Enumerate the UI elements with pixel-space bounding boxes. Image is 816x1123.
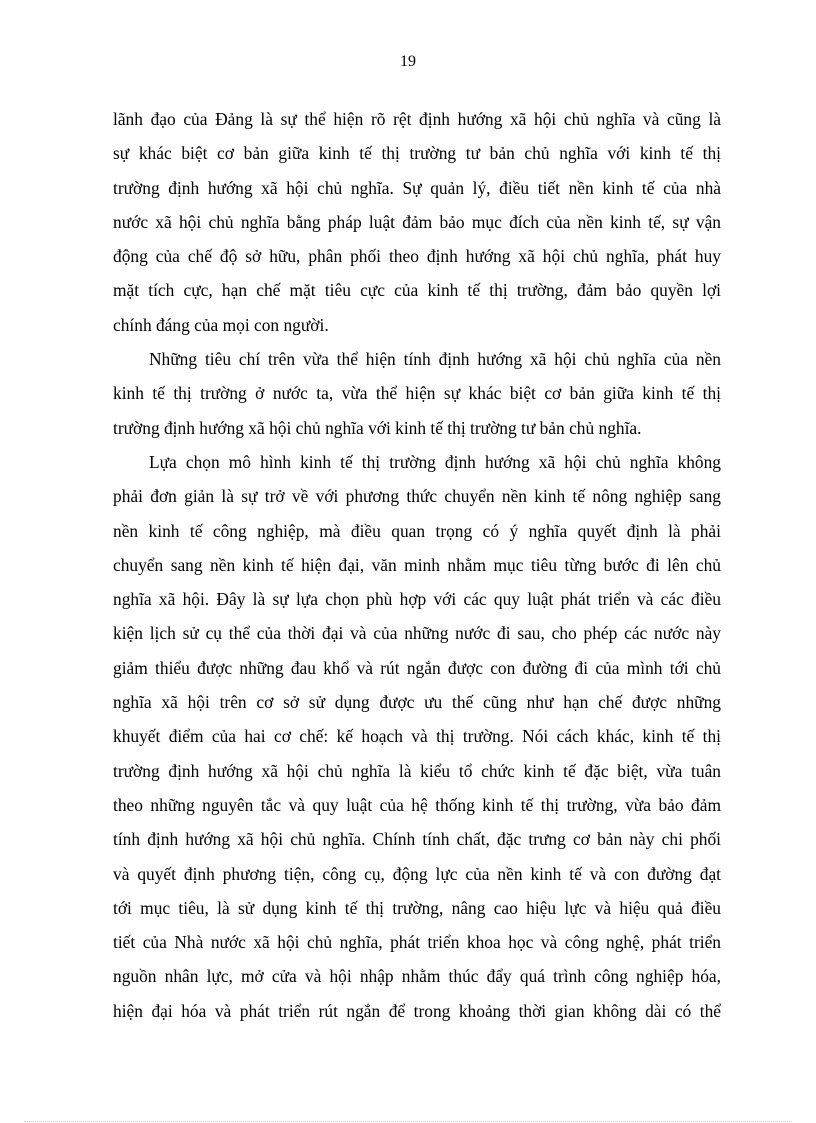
text-line: Những tiêu chí trên vừa thể hiện tính định hướng xã hội chủ nghĩa của nền [149, 349, 721, 370]
text-line: nguồn nhân lực, mở cửa và hội nhập nhằm thúc đẩy quá trình công nghiệp hóa, [113, 966, 721, 987]
text-line: nghĩa xã hội. Đây là sự lựa chọn phù hợp với các quy luật phát triển và các điều [113, 589, 721, 610]
text-line: Lựa chọn mô hình kinh tế thị trường định hướng xã hội chủ nghĩa không [149, 451, 721, 472]
document-body [113, 102, 721, 1028]
text-line: hiện đại hóa và phát triển rút ngắn để trong khoảng thời gian không dài có thể [113, 1000, 721, 1021]
text-line: kiện lịch sử cụ thể của thời đại và của những nước đi sau, cho phép các nước này [113, 623, 721, 644]
text-line: nền kinh tế công nghiệp, mà điều quan trọng có ý nghĩa quyết định là phải [113, 520, 721, 541]
paragraph-2 [113, 342, 721, 445]
text-line: tới mục tiêu, là sử dụng kinh tế thị trường, nâng cao hiệu lực và hiệu quả điều [113, 897, 721, 918]
paragraph-1 [113, 102, 721, 342]
text-line: động của chế độ sở hữu, phân phối theo định hướng xã hội chủ nghĩa, phát huy [113, 246, 721, 267]
text-line: tính định hướng xã hội chủ nghĩa. Chính tính chất, đặc trưng cơ bản này chi phối [113, 829, 721, 850]
text-line: phải đơn giản là sự trở về với phương thức chuyển nền kinh tế nông nghiệp sang [113, 486, 721, 507]
text-line: và quyết định phương tiện, công cụ, động lực của nền kinh tế và con đường đạt [113, 863, 721, 884]
text-line: trường định hướng xã hội chủ nghĩa với kinh tế thị trường tư bản chủ nghĩa. [113, 417, 642, 438]
text-line: trường định hướng xã hội chủ nghĩa là kiểu tổ chức kinh tế đặc biệt, vừa tuân [113, 760, 721, 781]
text-line: tiết của Nhà nước xã hội chủ nghĩa, phát triển khoa học và công nghệ, phát triển [113, 932, 721, 953]
page-number: 19 [400, 53, 416, 70]
text-line: nghĩa xã hội trên cơ sở sử dụng được ưu thế cũng như hạn chế được những [113, 692, 721, 713]
text-line: theo những nguyên tắc và quy luật của hệ thống kinh tế thị trường, vừa bảo đảm [113, 794, 721, 815]
paragraph-3 [113, 445, 721, 1028]
page-bottom-border [24, 1121, 792, 1122]
text-line: sự khác biệt cơ bản giữa kinh tế thị trường tư bản chủ nghĩa với kinh tế thị [113, 143, 721, 164]
text-line: lãnh đạo của Đảng là sự thể hiện rõ rệt định hướng xã hội chủ nghĩa và cũng là [113, 109, 721, 129]
text-line: trường định hướng xã hội chủ nghĩa. Sự quản lý, điều tiết nền kinh tế của nhà [113, 177, 721, 198]
text-line: nước xã hội chủ nghĩa bằng pháp luật đảm bảo mục đích của nền kinh tế, sự vận [113, 211, 721, 232]
text-line: kinh tế thị trường ở nước ta, vừa thể hiện sự khác biệt cơ bản giữa kinh tế thị [113, 383, 721, 404]
text-line: mặt tích cực, hạn chế mặt tiêu cực của kinh tế thị trường, đảm bảo quyền lợi [113, 280, 721, 301]
text-line: giảm thiểu được những đau khổ và rút ngắn được con đường đi của mình tới chủ [113, 657, 721, 678]
text-line: khuyết điểm của hai cơ chế: kế hoạch và thị trường. Nói cách khác, kinh tế thị [113, 726, 721, 747]
text-line: chính đáng của mọi con người. [113, 314, 329, 335]
text-line: chuyển sang nền kinh tế hiện đại, văn minh nhằm mục tiêu từng bước đi lên chủ [113, 554, 721, 575]
